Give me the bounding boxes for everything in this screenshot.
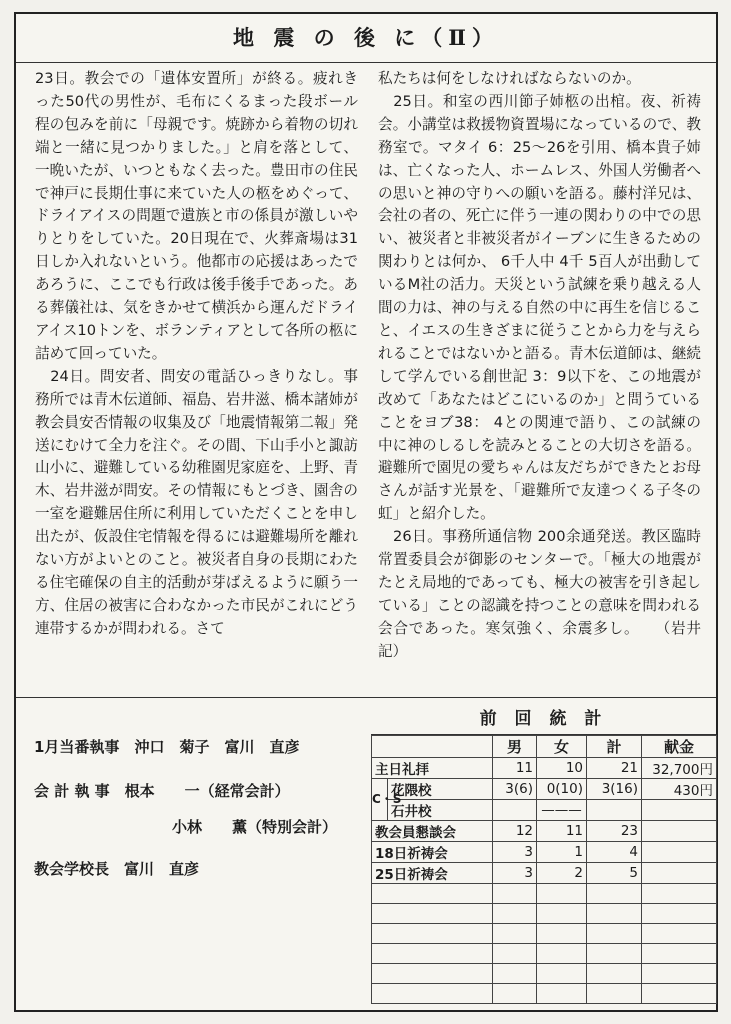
cs-label: C・S <box>372 779 388 821</box>
statistics-table <box>371 735 717 1004</box>
article-left-column: 23日。教会での「遺体安置所」が終る。疲れきった50代の男性が、毛布にくるまった段ボール程の包みを前に「母親です。焼跡から着物の切れ端と一緒に見つかりました。」と肩を落として、一晩いたが、いつともなく去った。豊田市の住民で神戸に長期仕事に来ていた人の柩をめぐって、ドライアイスの問題で遺族と市の係員が激しいやりとりをしていた。20日現在で、火葬斎場は31日しか入れないという。他都市の応援はあったであろうに、ここでも行政は後手後手であった。ある葬儀社は、気をきかせて横浜から運んだドライアイス10トンを、ボランティアとして各所の柩に詰めて回っていた。 24日。問安者、問安の電話ひっきりなし。事務所では青木伝道師、福島、岩井滋、橋本諸姉が教会員安否情報の収集及び「地震情報第二報」発送にむけて全力を注ぐ。その間、下山手小と諏訪山小に、避難している幼稚園児家庭を、上野、青木、岩井滋が問安。その情報にもとづき、園舎の一室を避難居住所に利用していただくことを申し出たが、仮設住宅情報を得るには避難場所を離れない方がよいとのこと。被災者自身の長期にわたる住宅確保の自主的活動が芽ばえるように願う一方、住居の被害に合わなかった市民がこれにどう連帯するかが問われる。さて <box>35 70 358 637</box>
page-title: 地 震 の 後 に（Ⅱ） <box>233 25 499 50</box>
table-row: 25日祈祷会 3 2 5 <box>372 863 717 884</box>
statistics-section <box>371 704 716 1004</box>
table-row: 教会員懇談会 12 11 23 <box>372 821 717 842</box>
table-row: 石井校 ——— <box>372 800 717 821</box>
header-male: 男 <box>493 736 537 758</box>
accounting-deacon-special: 小林 薫（特別会計） <box>172 818 338 836</box>
duty-deacons: 1月当番執事 沖口 菊子 富川 直彦 <box>34 738 300 756</box>
table-row-empty <box>372 964 717 984</box>
table-row: 18日祈祷会 3 1 4 <box>372 842 717 863</box>
church-school-principal: 教会学校長 富川 直彦 <box>34 860 200 878</box>
header-offering: 献金 <box>642 736 717 758</box>
table-row-empty <box>372 944 717 964</box>
table-row-empty <box>372 924 717 944</box>
accounting-deacon-general: 会 計 執 事 根本 一（経常会計） <box>34 782 290 800</box>
table-header-row <box>372 736 717 758</box>
section-divider <box>16 697 716 698</box>
article-right-column: 私たちは何をしなければならないのか。 25日。和室の西川節子姉柩の出棺。夜、祈祷会。小講堂は救援物資置場になっているので、教務室で。マタイ 6：25〜26を引用、橋本貴子姉は、亡くなった人、ホームレス、外国人労働者への思いと神の守りへの願いを語る。藤村洋兄は、会社の者の、死亡に伴う一連の関わりの中での思い、被災者と非被災者がイーブンに生きるための関わりとは何か、 6千人中 4千 5百人が出動しているM社の活力。天災という試練を乗り越える人間の力は、神の与える自然の中に再生を信じること、イエスの生きざまに従うことから力を与えられることではないかと語る。青木伝道師は、継続して学んでいる創世記 3：9以下を、この地震が改めて「あなたはどこにいるのか」と問うていることをヨブ38： 4との関連で語り、この試練の中に神のしるしを読みとることの大切さを語る。避難所で園児の愛ちゃんは友だちができたとお母さんが話す光景を、「避難所で友達つくる子冬の虹」と紹介した。 26日。事務所通信物 200余通発送。教区臨時常置委員会が御影のセンターで。「極大の地震がたとえ局地的であっても、極大の被害を引き起している」ことの認識を持つことの意味を問われる会合であった。寒気強く、余震多し。 （岩井記） <box>378 70 701 660</box>
header-female: 女 <box>537 736 587 758</box>
bulletin-page <box>14 12 718 1012</box>
table-row: 主日礼拝 11 10 21 32,700円 <box>372 758 717 779</box>
header-total: 計 <box>587 736 642 758</box>
statistics-title: 前 回 統 計 <box>371 704 716 735</box>
table-row: C・S 花隈校 3(6) 0(10) 3(16) 430円 <box>372 779 717 800</box>
table-row-empty <box>372 884 717 904</box>
table-row-empty <box>372 984 717 1004</box>
table-row-empty <box>372 904 717 924</box>
title-box <box>16 14 716 63</box>
